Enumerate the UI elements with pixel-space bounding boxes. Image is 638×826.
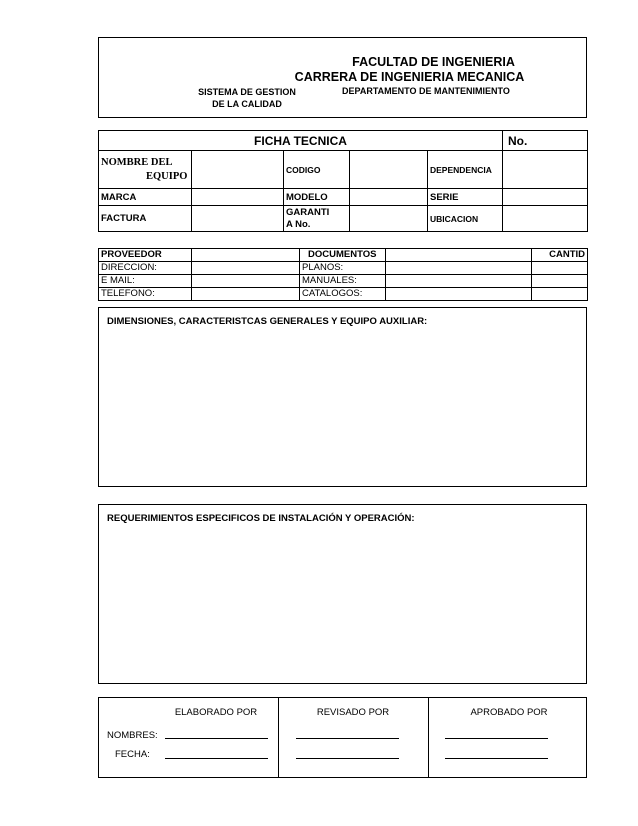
elaborado-fecha-line[interactable] [165, 758, 268, 759]
telefono-value[interactable] [192, 288, 300, 301]
firmas-box [98, 697, 587, 778]
nombre-line1: NOMBRE DEL [101, 156, 173, 168]
garantia-line1: GARANTI [286, 206, 330, 218]
requerimientos-label: REQUERIMIENTOS ESPECIFICOS DE INSTALACIÓN Y OPERACIÓN: [107, 513, 415, 524]
nombres-label: NOMBRES: [107, 730, 158, 741]
catalogos-label: CATALOGOS: [300, 288, 386, 301]
manuales-value[interactable] [386, 275, 532, 288]
aprobado-label: APROBADO POR [470, 707, 548, 718]
planos-cantidad[interactable] [532, 262, 588, 275]
ubicacion-label: UBICACION [428, 206, 503, 232]
documentos-value[interactable] [386, 249, 532, 262]
direccion-label: DIRECCION: [99, 262, 192, 275]
sistema-line2: DE LA CALIDAD [212, 99, 282, 109]
serie-label: SERIE [428, 189, 503, 206]
header-box [98, 37, 587, 118]
sistema-gestion [192, 86, 302, 110]
carrera-title: CARRERA DE INGENIERIA MECANICA [294, 70, 525, 84]
codigo-label: CODIGO [284, 151, 350, 189]
marca-value[interactable] [192, 189, 284, 206]
codigo-value[interactable] [350, 151, 428, 189]
ficha-no-label: No. [503, 131, 588, 151]
firmas-divider-2 [428, 698, 429, 777]
elaborado-label: ELABORADO POR [174, 707, 258, 718]
planos-value[interactable] [386, 262, 532, 275]
planos-label: PLANOS: [300, 262, 386, 275]
garantia-value[interactable] [350, 206, 428, 232]
nombre-equipo-label [99, 151, 192, 189]
sistema-line1: SISTEMA DE GESTION [198, 87, 296, 97]
factura-value[interactable] [192, 206, 284, 232]
catalogos-value[interactable] [386, 288, 532, 301]
catalogos-cantidad[interactable] [532, 288, 588, 301]
aprobado-fecha-line[interactable] [445, 758, 548, 759]
garantia-line2: A No. [286, 218, 311, 230]
facultad-title: FACULTAD DE INGENIERIA [352, 55, 515, 69]
revisado-nombre-line[interactable] [296, 738, 399, 739]
serie-value[interactable] [503, 189, 588, 206]
ficha-tecnica-table [98, 130, 588, 232]
revisado-label: REVISADO POR [316, 707, 390, 718]
nombre-line2: EQUIPO [146, 170, 188, 182]
elaborado-nombre-line[interactable] [165, 738, 268, 739]
modelo-value[interactable] [350, 189, 428, 206]
departamento-title: DEPARTAMENTO DE MANTENIMIENTO [342, 86, 510, 96]
ubicacion-value[interactable] [503, 206, 588, 232]
garantia-label [284, 206, 350, 232]
dimensiones-box[interactable] [98, 307, 587, 487]
revisado-fecha-line[interactable] [296, 758, 399, 759]
documentos-label: DOCUMENTOS [300, 249, 386, 262]
email-label: E MAIL: [99, 275, 192, 288]
telefono-label: TELEFONO: [99, 288, 192, 301]
cantid-label: CANTID [532, 249, 588, 262]
direccion-value[interactable] [192, 262, 300, 275]
requerimientos-box[interactable] [98, 504, 587, 684]
proveedor-table [98, 248, 588, 301]
dimensiones-label: DIMENSIONES, CARACTERISTCAS GENERALES Y EQUIPO AUXILIAR: [107, 316, 428, 327]
dependencia-value[interactable] [503, 151, 588, 189]
factura-label: FACTURA [99, 206, 192, 232]
aprobado-nombre-line[interactable] [445, 738, 548, 739]
manuales-label: MANUALES: [300, 275, 386, 288]
ficha-tecnica-title: FICHA TECNICA [99, 131, 503, 151]
proveedor-value[interactable] [192, 249, 300, 262]
email-value[interactable] [192, 275, 300, 288]
marca-label: MARCA [99, 189, 192, 206]
nombre-equipo-value[interactable] [192, 151, 284, 189]
manuales-cantidad[interactable] [532, 275, 588, 288]
dependencia-label: DEPENDENCIA [428, 151, 503, 189]
modelo-label: MODELO [284, 189, 350, 206]
proveedor-label: PROVEEDOR [99, 249, 192, 262]
fecha-label: FECHA: [115, 749, 150, 760]
